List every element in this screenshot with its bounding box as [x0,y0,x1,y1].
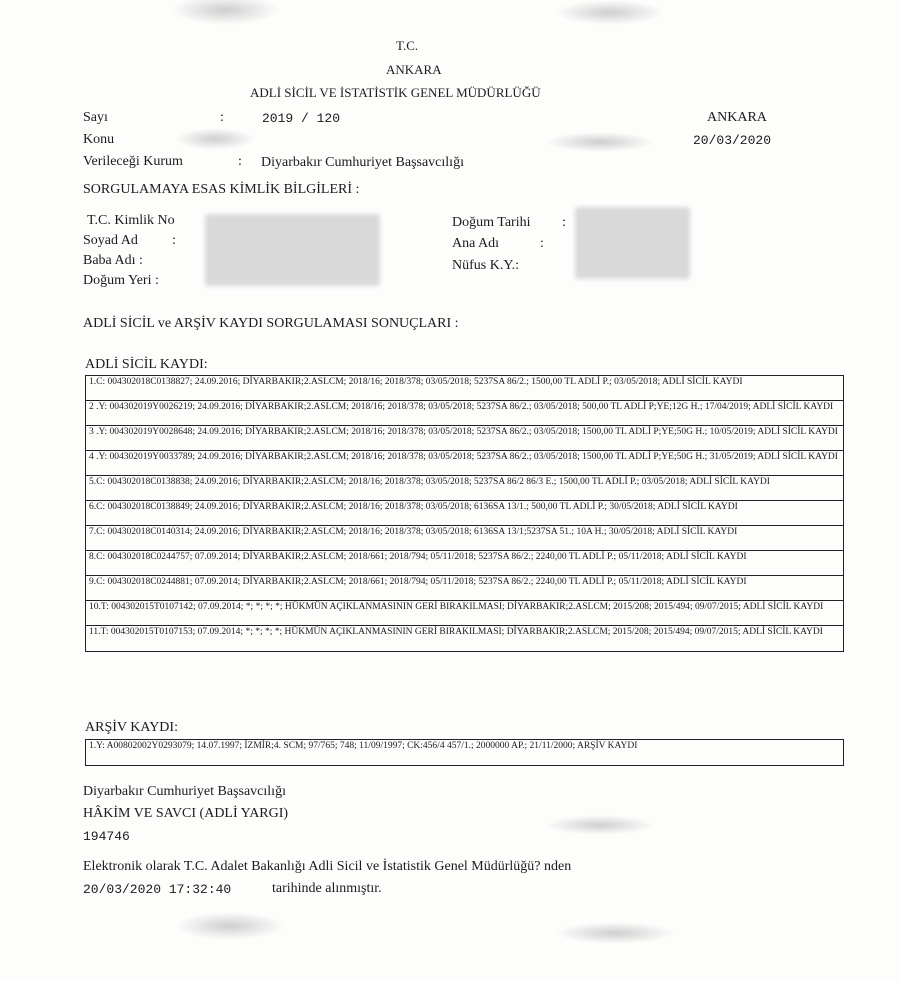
scan-smudge [175,912,285,940]
table-row: 1.C: 004302018C0138827; 24.09.2016; DİYARBAKIR;2.ASLCM; 2018/16; 2018/378; 03/05/2018; 5237SA 86/2.; 1500,00 TL ADLİ P.; 03/05/2018; ADLİ SİCİL KAYDI [86,376,843,401]
scan-smudge [555,922,675,944]
redacted-identity-right [575,207,690,279]
adli-sicil-table [85,375,844,652]
date: 20/03/2020 [693,133,772,148]
scan-smudge [545,815,655,835]
table-row: 7.C: 004302018C0140314; 24.09.2016; DİYARBAKIR;2.ASLCM; 2018/16; 2018/378; 03/05/2018; 6136SA 13/1;5237SA 51.; 10A H.; 30/05/2018; ADLİ SİCİL KAYDI [86,526,843,551]
sayi-value: 2019 / 120 [262,111,341,126]
header-office: ADLİ SİCİL VE İSTATİSTİK GENEL MÜDÜRLÜĞÜ [250,85,541,100]
header-tc: T.C. [396,38,419,53]
kurum-colon: : [238,154,242,169]
electronic-line1: Elektronik olarak T.C. Adalet Bakanlığı Adli Sicil ve İstatistik Genel Müdürlüğü? nden [83,859,572,874]
identity-title: SORGULAMAYA ESAS KİMLİK BİLGİLERİ : [83,182,360,197]
tc-label: T.C. Kimlik No [87,213,175,228]
header-city: ANKARA [386,62,442,77]
table-row: 5.C: 004302018C0138838; 24.09.2016; DİYARBAKIR;2.ASLCM; 2018/16; 2018/378; 03/05/2018; 5237SA 86/2 86/3 E.; 1500,00 TL ADLİ P.; 03/05/2018; ADLİ SİCİL KAYDI [86,476,843,501]
sayi-colon: : [220,110,224,125]
table-row: 10.T: 004302015T0107142; 07.09.2014; *; *; *; *; HÜKMÜN AÇIKLANMASININ GERİ BIRAKILMASI; DİYARBAKIR;2.ASLCM; 2015/208; 2015/494; 09/07/2015; ADLİ SİCİL KAYDI [86,601,843,626]
table-row: 8.C: 004302018C0244757; 07.09.2014; DİYARBAKIR;2.ASLCM; 2018/661; 2018/794; 05/11/2018; 5237SA 86/2.; 2240,00 TL ADLİ P.; 05/11/2018; ADLİ SİCİL KAYDI [86,551,843,576]
nufus-label: Nüfus K.Y.: [452,258,520,273]
footer-code: 194746 [83,829,130,844]
redacted-identity-left [205,214,380,286]
kurum-label: Verileceği Kurum [83,154,183,169]
scan-smudge [175,128,255,150]
sayi-label: Sayı [83,110,108,125]
arsiv-title: ARŞİV KAYDI: [85,720,178,735]
dogum-tarihi-colon: : [562,215,566,230]
adli-sicil-title: ADLİ SİCİL KAYDI: [85,357,208,372]
dogum-yeri-label: Doğum Yeri : [83,273,159,288]
place: ANKARA [707,110,767,125]
electronic-date: 20/03/2020 17:32:40 [83,882,232,897]
table-row: 3 .Y: 004302019Y0028648; 24.09.2016; DİYARBAKIR;2.ASLCM; 2018/16; 2018/378; 03/05/2018; 5237SA 86/2.; 03/05/2018; 1500,00 TL ADLİ P;YE;50G H.; 10/05/2019; ADLİ SİCİL KAYDI [86,426,843,451]
footer-office: Diyarbakır Cumhuriyet Başsavcılığı [83,784,286,799]
ana-label: Ana Adı [452,236,500,251]
arsiv-table [85,739,844,766]
table-row: 2 .Y: 004302019Y0026219; 24.09.2016; DİYARBAKIR;2.ASLCM; 2018/16; 2018/378; 03/05/2018; 5237SA 86/2.; 03/05/2018; 500,00 TL ADLİ P;YE;12G H.; 17/04/2019; ADLİ SİCİL KAYDI [86,401,843,426]
table-row: 6.C: 004302018C0138849; 24.09.2016; DİYARBAKIR;2.ASLCM; 2018/16; 2018/378; 03/05/2018; 6136SA 13/1.; 500,00 TL ADLİ P.; 30/05/2018; ADLİ SİCİL KAYDI [86,501,843,526]
scan-smudge [555,0,665,25]
kurum-value: Diyarbakır Cumhuriyet Başsavcılığı [261,155,464,170]
scan-smudge [545,132,655,152]
table-row: 11.T: 004302015T0107153; 07.09.2014; *; *; *; *; HÜKMÜN AÇIKLANMASININ GERİ BIRAKILMASI; DİYARBAKIR;2.ASLCM; 2015/208; 2015/494; 09/07/2015; ADLİ SİCİL KAYDI [89,627,823,637]
ana-colon: : [540,236,544,251]
table-row: 1.Y: A00802002Y0293079; 14.07.1997; İZMİR;4. SCM; 97/765; 748; 11/09/1997; CK:456/4 457/1.; 2000000 AP.; 21/11/2000; ARŞİV KAYDI [89,741,638,751]
electronic-suffix: tarihinde alınmıştır. [272,881,382,896]
footer-role: HÂKİM VE SAVCI (ADLİ YARGI) [83,806,289,821]
results-title: ADLİ SİCİL ve ARŞİV KAYDI SORGULAMASI SONUÇLARI : [83,316,459,331]
table-row: 9.C: 004302018C0244881; 07.09.2014; DİYARBAKIR;2.ASLCM; 2018/661; 2018/794; 05/11/2018; 5237SA 86/2.; 2240,00 TL ADLİ P.; 05/11/2018; ADLİ SİCİL KAYDI [86,576,843,601]
soyad-colon: : [172,233,176,248]
baba-label: Baba Adı : [83,253,143,268]
soyad-label: Soyad Ad [83,233,138,248]
dogum-tarihi-label: Doğum Tarihi [452,215,531,230]
scan-smudge [170,0,280,25]
table-row: 4 .Y: 004302019Y0033789; 24.09.2016; DİYARBAKIR;2.ASLCM; 2018/16; 2018/378; 03/05/2018; 5237SA 86/2.; 03/05/2018; 1500,00 TL ADLİ P;YE;50G H.; 31/05/2019; ADLİ SİCİL KAYDI [86,451,843,476]
konu-label: Konu [83,132,115,147]
